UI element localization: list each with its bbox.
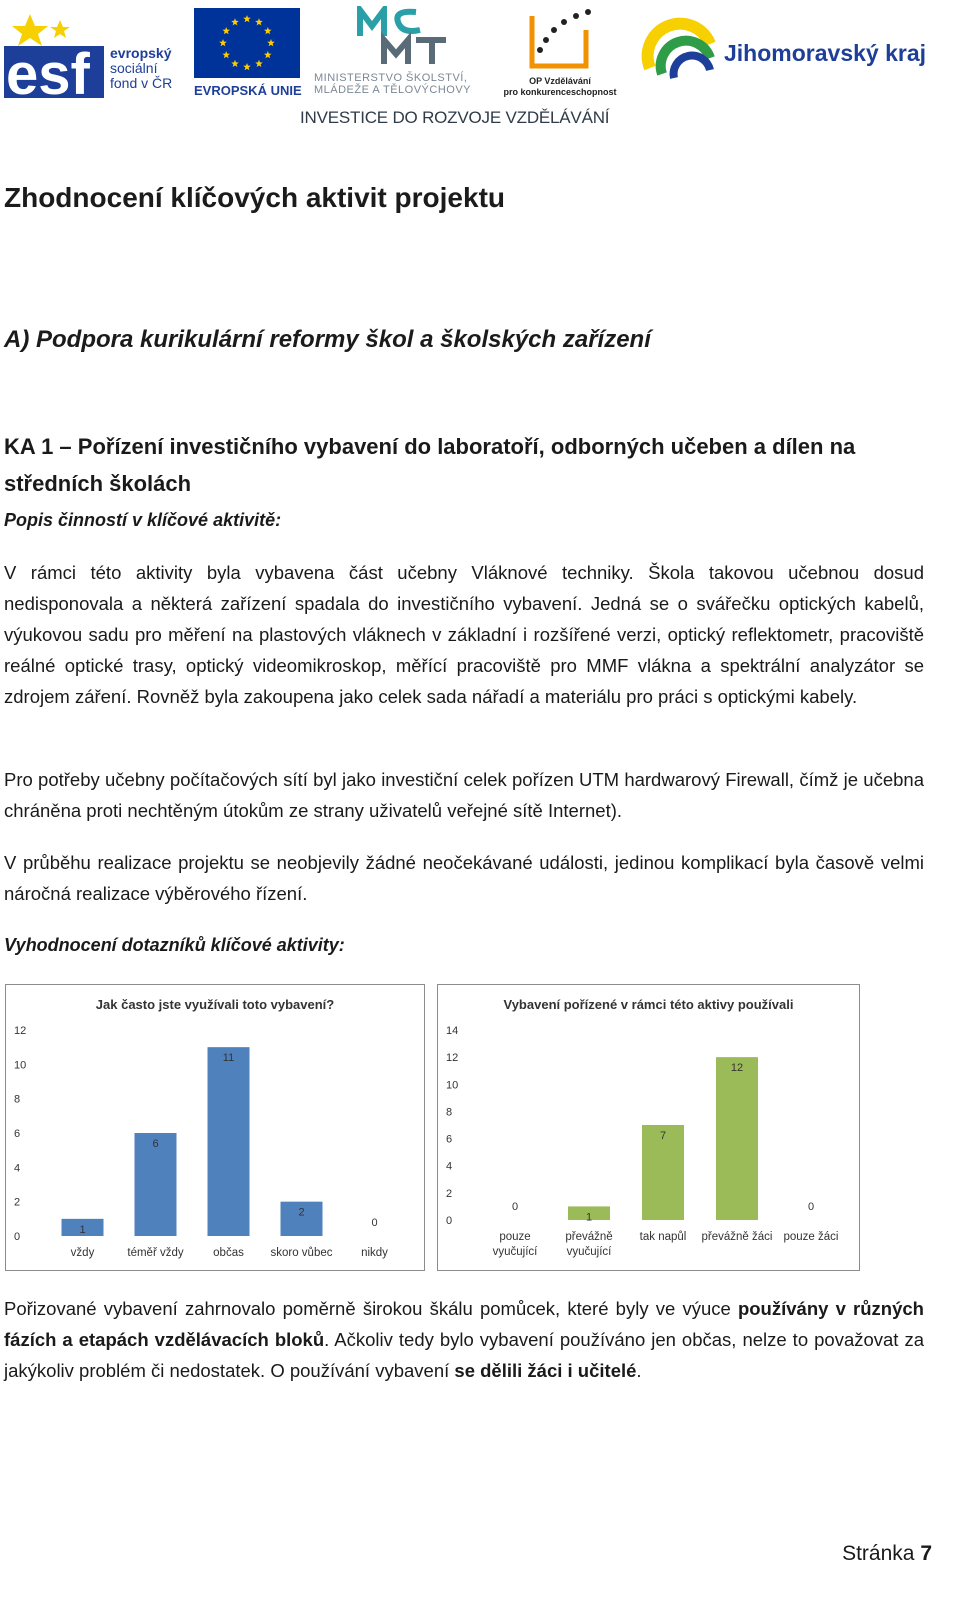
y-tick-label: 0 [14, 1231, 21, 1243]
page-title: Zhodnocení klíčových aktivit projektu [4, 182, 505, 213]
data-label: 0 [371, 1217, 378, 1229]
y-tick-label: 2 [446, 1187, 453, 1200]
y-tick-label: 10 [446, 1079, 459, 1092]
logo-bar [0, 0, 960, 135]
category-label: pouze [499, 1231, 531, 1243]
esf-caption: evropský sociální fond v ČR [110, 45, 173, 91]
category-label: vyučující [566, 1246, 612, 1258]
bar [208, 1047, 250, 1236]
esf-big-text: esf [6, 42, 90, 98]
activity-heading: KA 1 – Pořízení investičního vybavení do laboratoří, odborných učeben a dílen na středních školách [4, 434, 856, 496]
category-label: vyučující [492, 1246, 538, 1258]
op-caption: OP Vzdělávání pro konkurenceschopnost [503, 76, 617, 97]
data-label: 12 [730, 1062, 744, 1075]
page-footer [842, 1542, 932, 1566]
region-logo [640, 14, 940, 84]
data-label: 0 [511, 1201, 519, 1213]
data-label: 1 [79, 1223, 86, 1236]
chart-users-svg [438, 985, 859, 1270]
category-label: občas [213, 1247, 244, 1259]
slogan: INVESTICE DO ROZVOJE VZDĚLÁVÁNÍ [300, 108, 610, 127]
paragraph-2: Pro potřeby učebny počítačových sítí byl jako investiční celek pořízen UTM hardwarový Firewall, čímž je učebna chráněna proti nechtěným útokům ze strany uživatelů veřejné sítě Internet). [4, 769, 924, 821]
data-label: 0 [807, 1201, 815, 1213]
chart-title: Vybavení pořízené v rámci této aktivy používali [503, 997, 794, 1012]
esf-mark-icon [4, 8, 104, 98]
y-tick-label: 10 [14, 1059, 27, 1072]
msmt-mark-icon [354, 6, 454, 68]
op-mark-icon [526, 6, 596, 70]
evaluation-label: Vyhodnocení dotazníků klíčové aktivity: [4, 935, 345, 955]
eu-logo [194, 8, 304, 98]
page-label: Stránka [842, 1542, 915, 1565]
category-label: vždy [70, 1247, 95, 1259]
category-label: nikdy [361, 1247, 388, 1259]
category-label: pouze žáci [783, 1231, 839, 1243]
data-label: 2 [298, 1206, 305, 1219]
y-tick-label: 12 [446, 1052, 459, 1065]
region-mark-icon [640, 14, 720, 80]
category-label: tak napůl [639, 1231, 687, 1243]
msmt-logo [314, 6, 504, 102]
eu-flag-icon [194, 8, 300, 78]
paragraph-3: V průběhu realizace projektu se neobjevily žádné neočekávané události, jedinou komplikací byla časově velmi náročná realizace výběrového řízení. [4, 852, 924, 904]
category-label: skoro vůbec [270, 1247, 333, 1259]
category-label: převážně [565, 1231, 613, 1243]
data-label: 11 [222, 1052, 235, 1065]
y-tick-label: 8 [446, 1106, 453, 1119]
y-tick-label: 0 [446, 1215, 453, 1227]
chart-users [437, 984, 860, 1271]
description-label: Popis činností v klíčové aktivitě: [4, 510, 282, 530]
y-tick-label: 6 [446, 1133, 453, 1146]
y-tick-label: 4 [14, 1162, 21, 1175]
page-number: 7 [920, 1542, 932, 1565]
y-tick-label: 4 [446, 1160, 453, 1173]
data-label: 1 [585, 1211, 593, 1224]
category-label: převážně žáci [701, 1231, 773, 1243]
esf-logo [4, 8, 184, 98]
msmt-caption: MINISTERSTVO ŠKOLSTVÍ, MLÁDEŽE A TĚLOVÝCHOVY [314, 72, 472, 96]
section-heading: A) Podpora kurikulární reformy škol a školských zařízení [4, 326, 651, 353]
y-tick-label: 6 [14, 1128, 21, 1140]
region-label: Jihomoravský kraj [724, 40, 927, 66]
y-tick-label: 2 [14, 1196, 21, 1209]
chart-title: Jak často jste využívali toto vybavení? [95, 997, 335, 1012]
paragraph-1: V rámci této aktivity byla vybavena část učebny Vláknové techniky. Škola takovou učebnou dosud nedisponovala a některá zařízení spadala do investičního vybavení. Jedná se o svářečku optických kabelů, výukovou sadu pro měření na plastových vláknech v základní i rozšířené verzi, optický reflektometr, pracoviště reálné optické trasy, optický videomikroskop, měřící pracoviště pro MMF vlákna a spektrální analyzátor se zdrojem záření. Rovněž byla zakoupena jako celek sada nářadí a materiálu pro práci s optickými kabely. [4, 562, 924, 707]
conclusion-paragraph: Pořizované vybavení zahrnovalo poměrně širokou škálu pomůcek, které byly ve výuce používány v různých fázích a etapách vzdělávacích bloků. Ačkoliv tedy bylo vybavení používáno jen občas, nelze to považovat za jakýkoliv problém či nedostatek. O používání vybavení se dělili žáci i učitelé. [4, 1298, 924, 1381]
eu-label: EVROPSKÁ UNIE [194, 83, 302, 98]
conclusion-bold-1: používány v různých fázích a etapách vzdělávacích bloků [4, 1298, 924, 1350]
data-label: 7 [659, 1130, 667, 1142]
conclusion-bold-2: se dělili žáci i učitelé [454, 1360, 637, 1381]
op-logo [500, 6, 630, 98]
chart-usage-frequency-svg [6, 985, 424, 1270]
chart-usage-frequency [5, 984, 425, 1271]
y-tick-label: 12 [14, 1025, 27, 1037]
data-label: 6 [152, 1138, 159, 1150]
bar [716, 1057, 758, 1220]
y-tick-label: 14 [446, 1025, 459, 1037]
y-tick-label: 8 [14, 1093, 21, 1106]
category-label: téměř vždy [127, 1247, 184, 1259]
